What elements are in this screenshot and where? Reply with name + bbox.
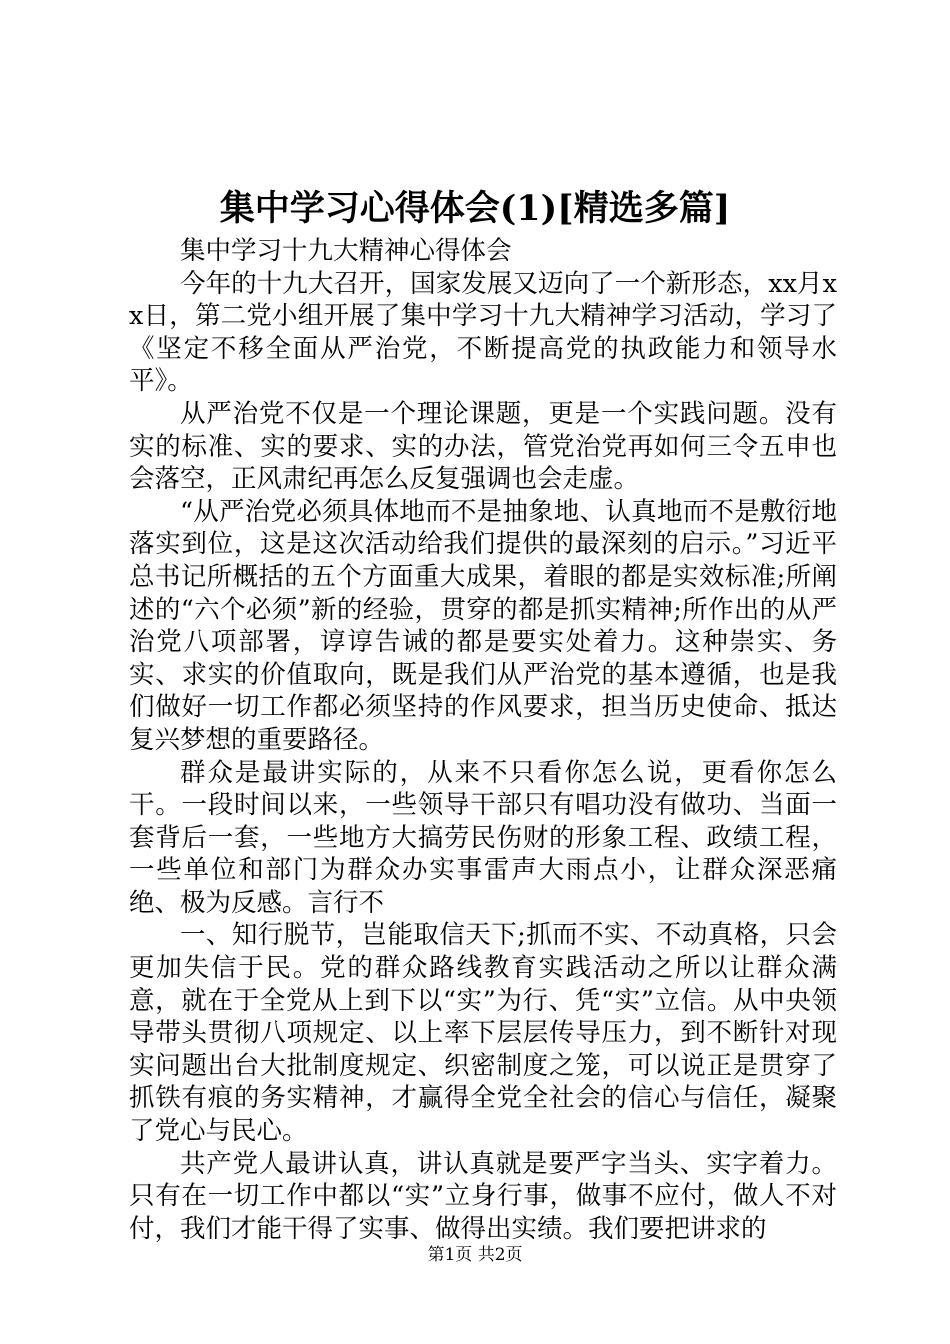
document-body [129, 235, 837, 1245]
page-number-footer: 第1页 共2页 [427, 1245, 523, 1265]
paragraph: 从严治党不仅是一个理论课题，更是一个实践问题。没有实的标准、实的要求、实的办法，管党治党再如何三令五申也会落空，正风肃纪再怎么反复强调也会走虚。 [129, 398, 837, 495]
paragraph: 群众是最讲实际的，从来不只看你怎么说，更看你怎么干。一段时间以来，一些领导干部只有唱功没有做功、当面一套背后一套，一些地方大搞劳民伤财的形象工程、政绩工程，一些单位和部门为群众办实事雷声大雨点小，让群众深恶痛绝、极为反感。言行不 [129, 757, 837, 918]
paragraph: 共产党人最讲认真，讲认真就是要严字当头、实字着力。只有在一切工作中都以“实”立身行事，做事不应付，做人不对付，我们才能干得了实事、做得出实绩。我们要把讲求的 [129, 1148, 837, 1244]
paragraph: 一、知行脱节，岂能取信天下;抓而不实、不动真格，只会更加失信于民。党的群众路线教育实践活动之所以让群众满意，就在于全党从上到下以“实”为行、凭“实”立信。从中央领导带头贯彻八项规定、以上率下层层传导压力，到不断针对现实问题出台大批制度规定、织密制度之笼，可以说正是贯穿了抓铁有痕的务实精神，才赢得全党全社会的信心与信任，凝聚了党心与民心。 [129, 920, 837, 1147]
document-title: 集中学习心得体会(1)[精选多篇] [219, 188, 731, 229]
paragraph: 今年的十九大召开，国家发展又迈向了一个新形态，xx月xx日，第二党小组开展了集中学习十九大精神学习活动，学习了《坚定不移全面从严治党，不断提高党的执政能力和领导水平》。 [129, 268, 837, 397]
paragraph: “从严治党必须具体地而不是抽象地、认真地而不是敷衍地落实到位，这是这次活动给我们提供的最深刻的启示。”习近平总书记所概括的五个方面重大成果，着眼的都是实效标准;所阐述的“六个必须”新的经验，贯穿的都是抓实精神;所作出的从严治党八项部署，谆谆告诫的都是要实处着力。这种崇实、务实、求实的价值取向，既是我们从严治党的基本遵循，也是我们做好一切工作都必须坚持的作风要求，担当历史使命、抵达复兴梦想的重要路径。 [129, 496, 837, 755]
paragraph-subtitle: 集中学习十九大精神心得体会 [180, 236, 512, 266]
